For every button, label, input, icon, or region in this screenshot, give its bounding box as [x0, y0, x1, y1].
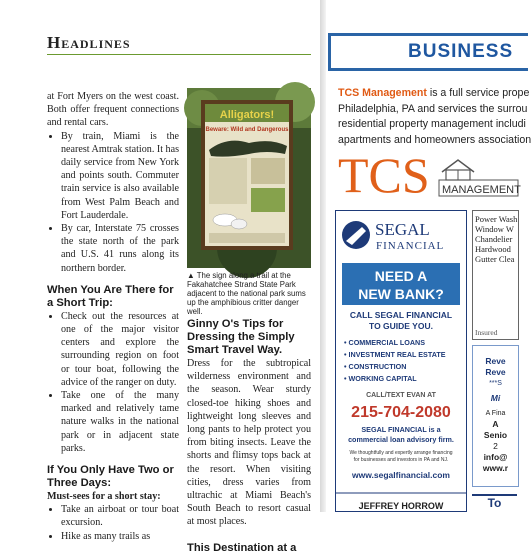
bottom-ad-cut-text: JEFFREY HORROW	[358, 501, 444, 511]
call-text-evan: CALL/TEXT EVAN AT	[366, 392, 436, 399]
service-line: Power Wash	[475, 214, 518, 224]
service-item: • INVESTMENT REAL ESTATE	[344, 350, 446, 359]
segal-desc-2: commercial loan advisory firm.	[348, 435, 454, 444]
need-a-text: NEED A	[374, 268, 428, 284]
ad-line: Senio	[483, 430, 508, 440]
bottom-right-cut-heading: To	[472, 494, 517, 516]
tcs-brand-name: TCS Management	[338, 87, 427, 99]
segal-url-link[interactable]: www.segalfinancial.com	[352, 470, 450, 480]
cleaning-services-ad	[472, 210, 519, 340]
segal-phone[interactable]: 215-704-2080	[351, 404, 451, 421]
tcs-logo	[338, 147, 521, 203]
ad-line: Reve	[485, 367, 506, 377]
page-gutter	[320, 0, 326, 512]
list-item: • Take one of the many marked and relatively tame nature walks in the national park or in adjacent state parks.	[61, 389, 179, 455]
bullet-list-must-see	[47, 503, 179, 543]
must-see-label: Must-sees for a short stay:	[47, 491, 161, 503]
service-line: Window W	[475, 224, 514, 234]
subheading-destination: This Destination at a	[187, 541, 297, 554]
ad-line: A	[492, 419, 499, 429]
guide-you-text: TO GUIDE YOU.	[369, 321, 433, 331]
tcs-logo-letters: TCS	[338, 147, 430, 203]
reverse-mortgage-ad	[472, 345, 519, 487]
tcs-line-4: apartments and homeowners association	[338, 133, 531, 146]
segal-financial-ad	[335, 210, 467, 512]
bullet-list-transport	[47, 130, 179, 275]
segal-logo-name: SEGAL	[375, 220, 430, 239]
segal-desc-1: SEGAL FINANCIAL is a	[361, 425, 441, 434]
article-column-1	[47, 90, 179, 543]
business-section-title: BUSINESS	[408, 41, 514, 62]
heading-rule	[47, 54, 311, 55]
service-line: Hardwood	[475, 244, 511, 254]
subheading-dressing-tips: Ginny O's Tips for Dressing the Simply Smart Travel Way.	[187, 318, 295, 356]
tcs-line-2: Philadelphia, PA and services the surrou	[338, 102, 528, 115]
tcs-ad-text	[338, 86, 531, 148]
subheading-short-trip: When You Are There for a Short Trip:	[47, 283, 174, 309]
bullet-list-short-trip	[47, 310, 179, 455]
list-item: • Take an airboat or tour boat excursion.	[61, 503, 179, 529]
service-line: Chandelier	[475, 234, 513, 244]
sign-subtitle: Beware: Wild and Dangerous	[205, 127, 289, 133]
service-line: Gutter Clea	[475, 254, 515, 264]
ad-line: www.r	[482, 463, 509, 473]
insured-label: Insured	[475, 328, 498, 337]
subheading-two-days: If You Only Have Two or Three Days:	[47, 464, 174, 490]
ad-line: info@	[483, 452, 508, 462]
tcs-line-1: is a full service prope	[426, 87, 530, 99]
service-item: • CONSTRUCTION	[344, 362, 407, 371]
photo-caption: ▲ The sign along a trail at the Fakahatchee Strand State Park adjacent to the national park sums up the amphibious critter danger well.	[187, 271, 306, 316]
service-item: • WORKING CAPITAL	[344, 374, 417, 383]
new-bank-text: NEW BANK?	[358, 286, 444, 302]
sign-title: Alligators!	[219, 109, 275, 121]
list-item: • Check out the resources at one of the major visitor centers and explore the surrounding region on foot or tour boat, following the advice of the ranger on duty.	[61, 310, 179, 389]
ad-line: ***S	[489, 380, 502, 387]
list-item: • By car, Interstate 75 crosses the state north of the park and U.S. 41 runs along its northern border.	[61, 222, 179, 275]
ad-line: A Fina	[485, 410, 506, 417]
segal-fine-1: We thoughtfully and expertly arrange financing	[349, 450, 453, 456]
list-item: • By train, Miami is the nearest Amtrak station. It has daily service from New York and points south. Commuter train service is also available from West Palm Beach and Fort Lauderdale.	[61, 130, 179, 222]
photo-illustration	[187, 88, 311, 268]
ad-line: Mi	[490, 393, 501, 403]
ad-line: 2	[493, 441, 498, 451]
dressing-paragraph: Dress for the subtropical wilderness environment and the season. Wear sturdy closed-toe hiking shoes and lightweight long sleeves and long pants to help protect you from biting insects. Leave the shorts and flimsy tops back at the resort. When visiting cities, dress varies from ultrachic at Miami Beach's South Beach to resort casual at most places.	[187, 358, 311, 528]
tcs-line-3: residential property management includi	[338, 118, 526, 130]
tcs-logo-management: MANAGEMENT	[442, 184, 521, 196]
segal-fine-2: for businesses and investors in PA and NJ.	[353, 457, 449, 463]
segal-logo-financial: FINANCIAL	[376, 240, 445, 252]
intro-paragraph: at Fort Myers on the west coast. Both offer frequent connections and rental cars.	[47, 91, 179, 129]
call-segal-text: CALL SEGAL FINANCIAL	[349, 310, 453, 320]
list-item: • Hike as many trails as	[61, 530, 179, 543]
alligator-sign-photo	[187, 88, 311, 268]
ad-line: Reve	[485, 356, 506, 366]
article-column-2	[187, 318, 311, 555]
section-heading: Headlines	[47, 33, 131, 52]
service-item: • COMMERCIAL LOANS	[344, 338, 426, 347]
